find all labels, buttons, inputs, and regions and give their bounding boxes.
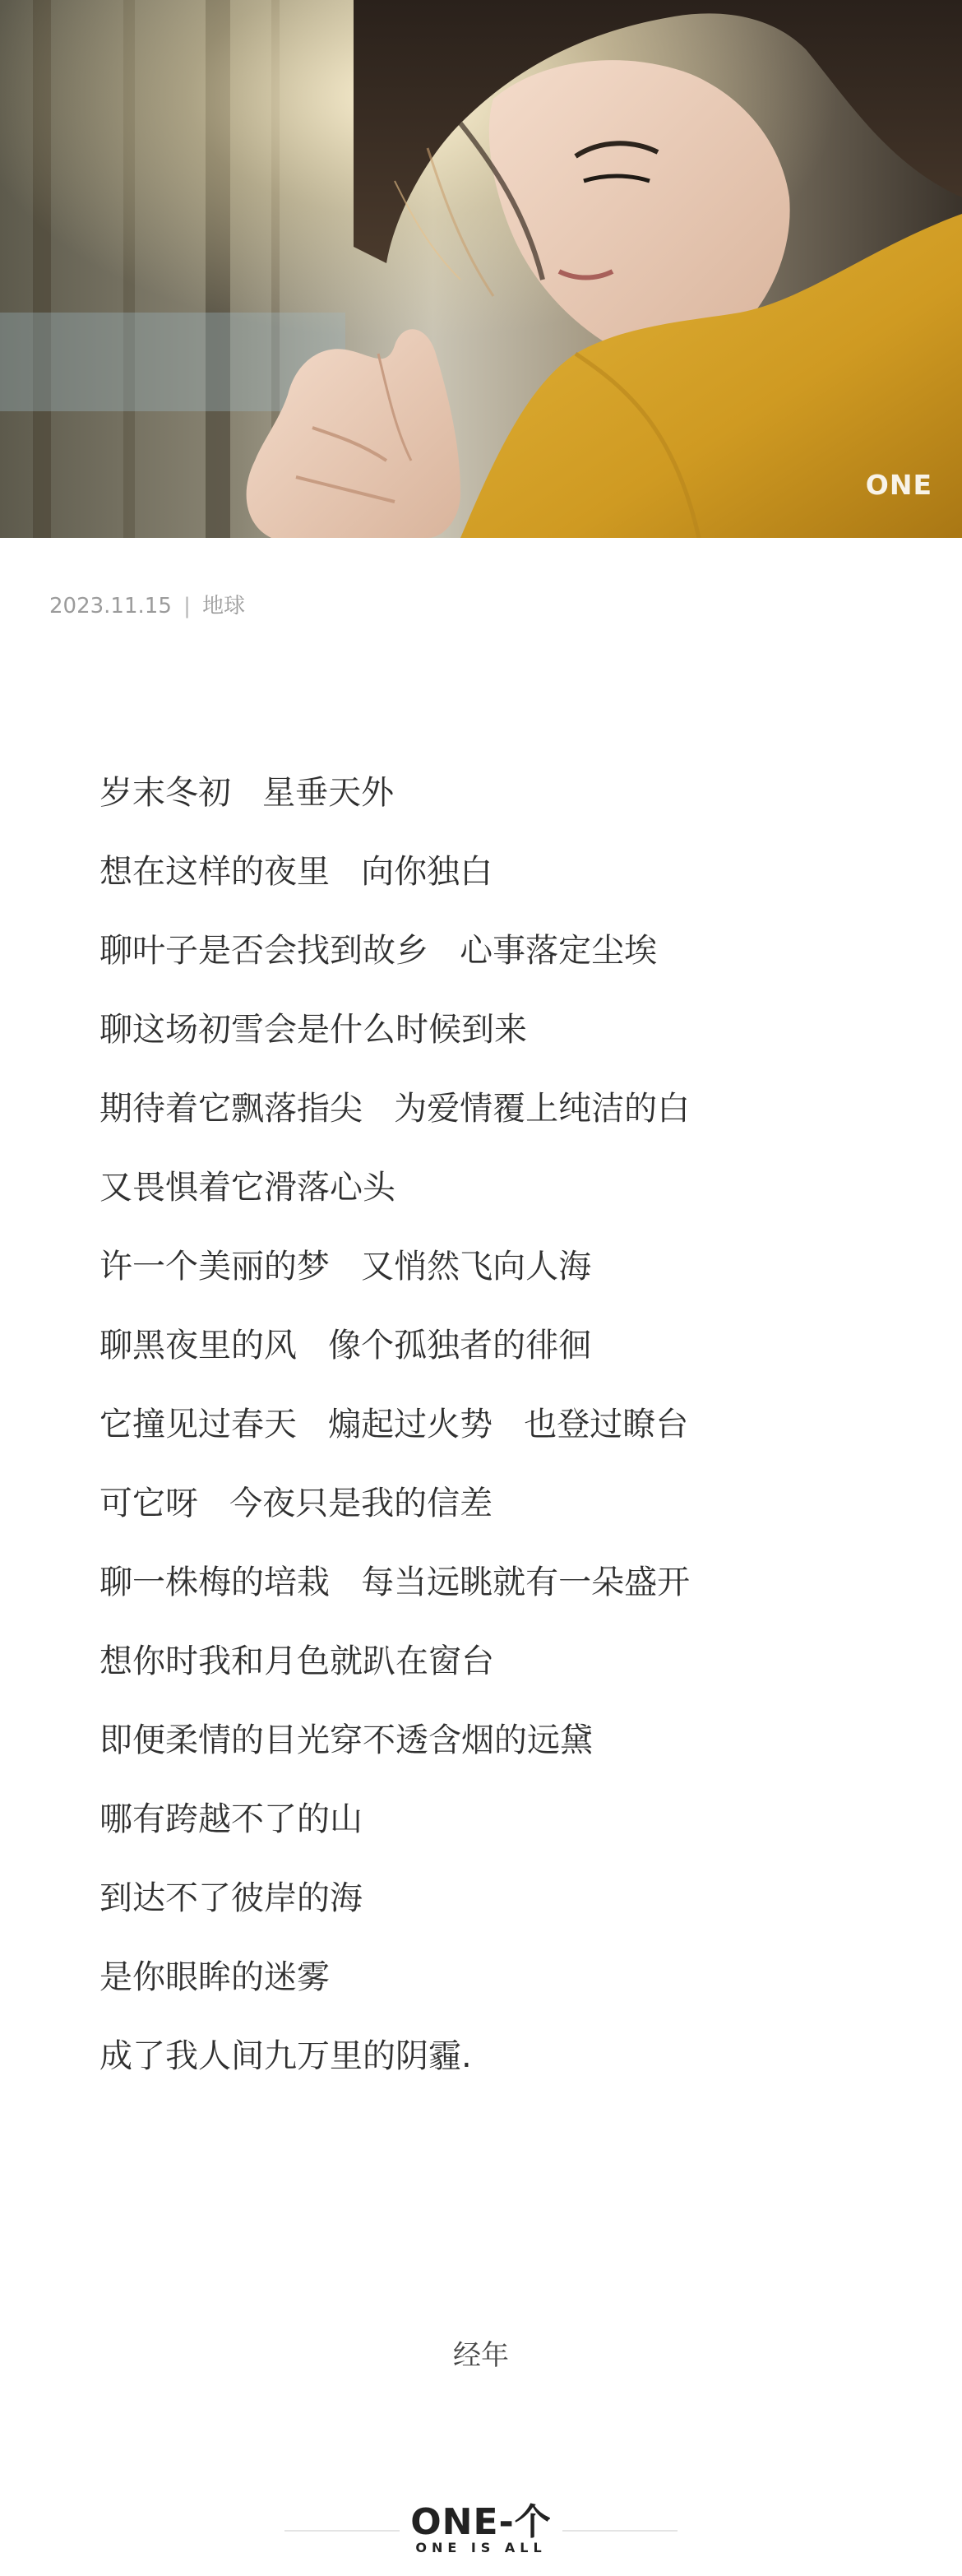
poem-line: 聊一株梅的培栽 每当远眺就有一朵盛开 bbox=[99, 1564, 691, 1601]
poem-line: 又畏惧着它滑落心头 bbox=[99, 1169, 395, 1207]
poem-line: 期待着它飘落指尖 为爱情覆上纯洁的白 bbox=[99, 1090, 691, 1128]
poem-line: 聊叶子是否会找到故乡 心事落定尘埃 bbox=[99, 932, 658, 970]
poem-line: 哪有跨越不了的山 bbox=[99, 1800, 363, 1838]
footer-logo bbox=[0, 2482, 962, 2564]
meta-separator: | bbox=[183, 594, 191, 619]
one-slogan: ONE IS ALL bbox=[415, 2540, 547, 2555]
poem-line: 是你眼眸的迷雾 bbox=[99, 1958, 330, 1996]
post-meta bbox=[49, 589, 245, 619]
poem-line: 到达不了彼岸的海 bbox=[99, 1879, 363, 1917]
poem-line: 它撞见过春天 煽起过火势 也登过瞭台 bbox=[99, 1406, 689, 1443]
poem-line: 聊黑夜里的风 像个孤独者的徘徊 bbox=[99, 1327, 592, 1364]
post-date: 2023.11.15 bbox=[49, 594, 172, 619]
hero-illustration bbox=[0, 0, 962, 538]
poem-body bbox=[99, 768, 905, 2110]
one-logo: ONE-个 bbox=[410, 2501, 552, 2543]
hero-photo bbox=[0, 0, 962, 538]
poem-line: 即便柔情的目光穿不透含烟的远黛 bbox=[99, 1721, 593, 1759]
poem-line: 想在这样的夜里 向你独白 bbox=[99, 853, 493, 891]
author-name: 经年 bbox=[453, 2339, 509, 2372]
post-location: 地球 bbox=[202, 594, 246, 619]
poem-line: 许一个美丽的梦 又悄然飞向人海 bbox=[99, 1248, 592, 1286]
one-watermark: ONE bbox=[865, 469, 932, 501]
poem-line: 岁末冬初 星垂天外 bbox=[99, 774, 395, 812]
poem-line: 成了我人间九万里的阴霾. bbox=[99, 2037, 472, 2075]
poem-line: 聊这场初雪会是什么时候到来 bbox=[99, 1011, 527, 1049]
poem-line: 可它呀 今夜只是我的信差 bbox=[99, 1485, 493, 1522]
poem-line: 想你时我和月色就趴在窗台 bbox=[99, 1642, 494, 1680]
